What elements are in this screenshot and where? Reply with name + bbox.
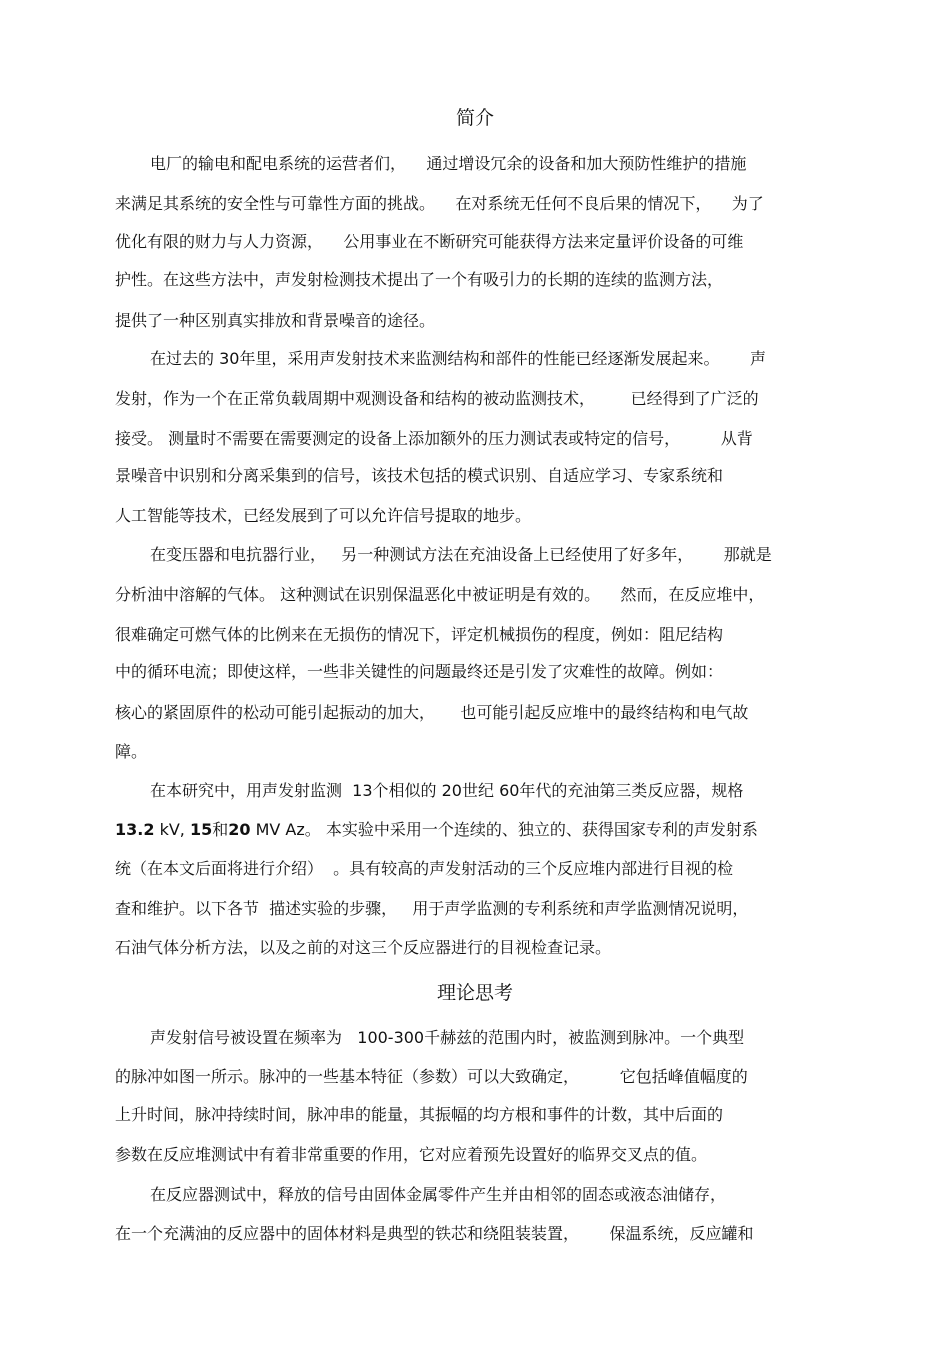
text-line: 声发射信号被设置在频率为 100-300千赫兹的范围内时，被监测到脉冲。一个典型 bbox=[150, 1028, 745, 1047]
spec-value-1: 13.2 bbox=[115, 820, 155, 839]
text-line: 在本研究中，用声发射监测 13个相似的 20世纪 60年代的充油第三类反应器，规格 bbox=[150, 781, 744, 800]
text-line: 分析油中溶解的气体。 这种测试在识别保温恶化中被证明是有效的。 然而，在反应堆中， bbox=[115, 585, 765, 604]
text-line-spec bbox=[115, 818, 835, 842]
text-line: 发射，作为一个在正常负载周期中观测设备和结构的被动监测技术， 已经得到了广泛的 bbox=[115, 389, 759, 408]
text-line: 障。 bbox=[115, 742, 148, 761]
text-line: 人工智能等技术，已经发展到了可以允许信号提取的地步。 bbox=[115, 506, 532, 525]
text-line: 石油气体分析方法，以及之前的对这三个反应器进行的目视检查记录。 bbox=[115, 938, 612, 957]
text-line: 参数在反应堆测试中有着非常重要的作用，它对应着预先设置好的临界交叉点的值。 bbox=[115, 1145, 708, 1164]
text-line: 的脉冲如图一所示。脉冲的一些基本特征（参数）可以大致确定， 它包括峰值幅度的 bbox=[115, 1067, 748, 1086]
text-line: 护性。在这些方法中，声发射检测技术提出了一个有吸引力的长期的连续的监测方法， bbox=[115, 270, 724, 289]
section-title-intro: 简介 bbox=[455, 107, 494, 129]
text-line: 优化有限的财力与人力资源， 公用事业在不断研究可能获得方法来定量评价设备的可维 bbox=[115, 232, 744, 251]
spec-unit-1: kV, bbox=[154, 820, 190, 839]
spec-unit-2: 和 bbox=[212, 820, 229, 839]
text-line: 在变压器和电抗器行业， 另一种测试方法在充油设备上已经使用了好多年， 那就是 bbox=[150, 545, 772, 564]
text-line: 统（在本文后面将进行介绍） 。具有较高的声发射活动的三个反应堆内部进行目视的检 bbox=[115, 859, 734, 878]
text-line: 在反应器测试中，释放的信号由固体金属零件产生并由相邻的固态或液态油储存， bbox=[150, 1185, 727, 1204]
text-line: 很难确定可燃气体的比例来在无损伤的情况下，评定机械损伤的程度，例如：阻尼结构 bbox=[115, 625, 724, 644]
text-line: 接受。 测量时不需要在需要测定的设备上添加额外的压力测试表或特定的信号， 从背 bbox=[115, 429, 753, 448]
text-line: 上升时间，脉冲持续时间，脉冲串的能量，其振幅的均方根和事件的计数，其中后面的 bbox=[115, 1105, 724, 1124]
text-line: 景噪音中识别和分离采集到的信号，该技术包括的模式识别、自适应学习、专家系统和 bbox=[115, 466, 724, 485]
text-line: 在过去的 30年里，采用声发射技术来监测结构和部件的性能已经逐渐发展起来。 声 bbox=[150, 349, 766, 368]
spec-value-3: 20 bbox=[228, 820, 251, 839]
text-line: 来满足其系统的安全性与可靠性方面的挑战。 在对系统无任何不良后果的情况下， 为了 bbox=[115, 194, 764, 213]
text-line: 提供了一种区别真实排放和背景噪音的途径。 bbox=[115, 311, 436, 330]
text-line: 查和维护。以下各节 描述实验的步骤， 用于声学监测的专利系统和声学监测情况说明， bbox=[115, 899, 749, 918]
section-title-theory: 理论思考 bbox=[436, 982, 513, 1004]
text-line: 在一个充满油的反应器中的固体材料是典型的铁芯和绕阻装装置， 保温系统，反应罐和 bbox=[115, 1224, 754, 1243]
text-line: 电厂的输电和配电系统的运营者们， 通过增设冗余的设备和加大预防性维护的措施 bbox=[150, 154, 747, 173]
spec-unit-3: MV Az。 本实验中采用一个连续的、独立的、获得国家专利的声发射系 bbox=[250, 820, 758, 839]
text-line: 中的循环电流；即使这样，一些非关键性的问题最终还是引发了灾难性的故障。例如： bbox=[115, 662, 724, 681]
spec-value-2: 15 bbox=[189, 820, 213, 839]
text-line: 核心的紧固原件的松动可能引起振动的加大， 也可能引起反应堆中的最终结构和电气故 bbox=[115, 703, 749, 722]
